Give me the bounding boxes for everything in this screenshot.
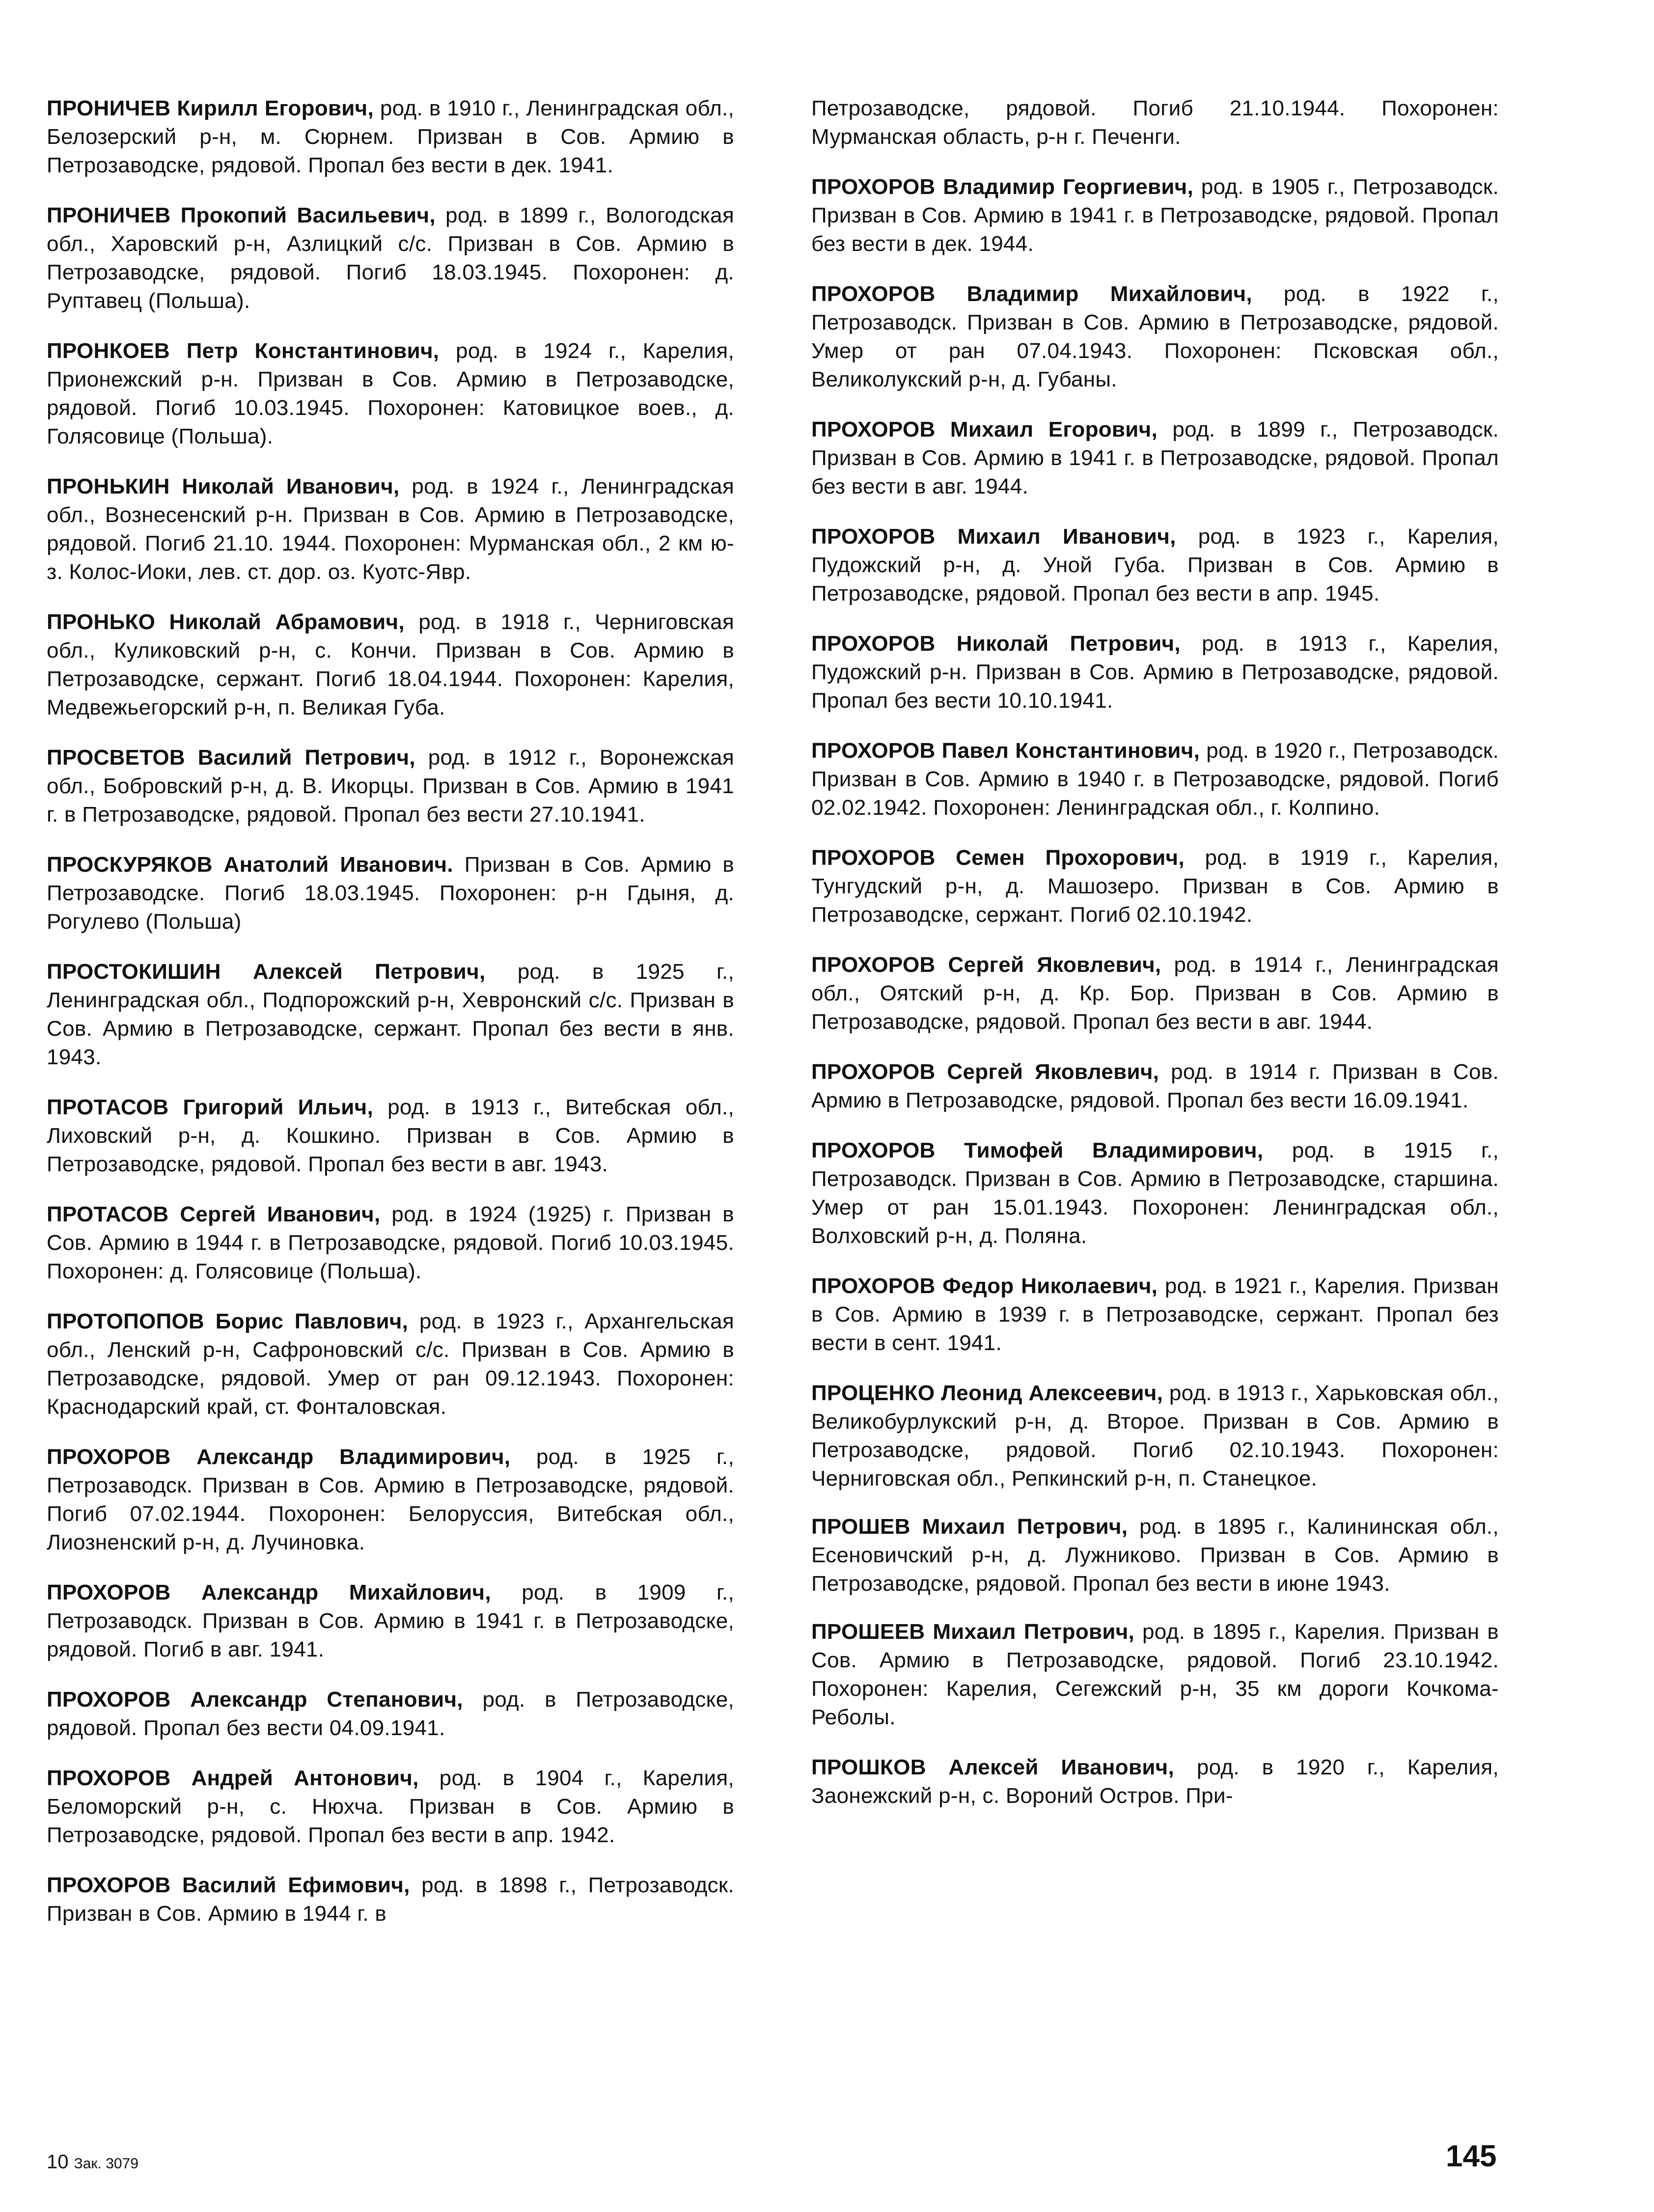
entry-name: ПРОСТОКИШИН Алексей Петрович, [47, 960, 486, 984]
entry-name: ПРОХОРОВ Николай Петрович, [811, 632, 1181, 656]
entry-text: род. в 1924 г., Ленинградская обл., Вознесенский р-н. Призван в Сов. Армию в Петрозаводске, рядовой. Погиб 21.10. 1944. Похоронен: Мурманская обл., 2 км ю-з. Колос-Иоки, лев. ст. дор. оз. Куотс-Явр. [47, 474, 734, 584]
entry-text: Призван в Сов. Армию в Петрозаводске. Погиб 18.03.1945. Похоронен: р-н Гдыня, д. Рогулево (Польша) [47, 853, 734, 934]
entry [47, 1578, 734, 1664]
entry-name: ПРОХОРОВ Сергей Яковлевич, [811, 1060, 1159, 1084]
entry-text: род. в 1910 г., Ленинградская обл., Белозерский р-н, м. Сюрнем. Призван в Сов. Армию в Петрозаводске, рядовой. Пропал без вести в дек. 1941. [47, 96, 734, 177]
entry [47, 472, 734, 586]
entry-text: род. в 1922 г., Петрозаводск. Призван в Сов. Армию в Петрозаводске, рядовой. Умер от ран 07.04.1943. Похоронен: Псковская обл., Великолукский р-н, д. Губаны. [811, 282, 1499, 391]
entry-text: род. в 1921 г., Карелия. Призван в Сов. Армию в 1939 г. в Петрозаводске, сержант. Пропал без вести в сент. 1941. [811, 1274, 1499, 1355]
entry-text: род. в 1924 (1925) г. Призван в Сов. Армию в 1944 г. в Петрозаводске, рядовой. Погиб 10.03.1945. Похоронен: д. Голясовице (Польша). [47, 1202, 734, 1283]
entry [811, 630, 1499, 715]
entry [47, 1093, 734, 1179]
entry-text: род. в 1914 г. Призван в Сов. Армию в Петрозаводске, рядовой. Пропал без вести 16.09.1941. [811, 1060, 1499, 1112]
entry [811, 1618, 1499, 1732]
entry-text: род. в 1913 г., Харьковская обл., Великобурлукский р-н, д. Второе. Призван в Сов. Армию в Петрозаводске, рядовой. Погиб 02.10.1943. Похоронен: Черниговская обл., Репкинский р-н, п. Станецкое. [811, 1381, 1499, 1491]
entry-name: ПРОНЬКО Николай Абрамович, [47, 610, 405, 634]
entry [811, 844, 1499, 929]
entry [47, 608, 734, 722]
entry [811, 1753, 1499, 1810]
right-column [811, 73, 1499, 1822]
entry-name: ПРОХОРОВ Павел Константинович, [811, 739, 1200, 763]
entry-text: род. в 1915 г., Петрозаводск. Призван в Сов. Армию в Петрозаводске, старшина. Умер от ран 15.01.1943. Похоронен: Ленинградская обл., Волховский р-н, д. Поляна. [811, 1138, 1499, 1248]
entry-text: род. в 1895 г., Калининская обл., Есеновичский р-н, д. Лужниково. Призван в Сов. Армию в Петрозаводске, рядовой. Пропал без вести в июне 1943. [811, 1515, 1499, 1596]
entry-name: ПРОШЕВ Михаил Петрович, [811, 1515, 1128, 1539]
entry-text: род. в 1925 г., Ленинградская обл., Подпорожский р-н, Хевронский с/с. Призван в Сов. Армию в Петрозаводске, сержант. Пропал без вести в янв. 1943. [47, 960, 734, 1069]
entry-name: ПРОХОРОВ Владимир Георгиевич, [811, 175, 1194, 199]
entry-text: род. в 1898 г., Петрозаводск. Призван в Сов. Армию в 1944 г. в [47, 1873, 734, 1926]
entry-text: род. в 1899 г., Вологодская обл., Харовский р-н, Азлицкий с/с. Призван в Сов. Армию в Петрозаводске, рядовой. Погиб 18.03.1945. Похоронен: д. Руптавец (Польша). [47, 203, 734, 313]
entry-name: ПРОТАСОВ Григорий Ильич, [47, 1095, 374, 1119]
entry [811, 94, 1499, 151]
entry [811, 1136, 1499, 1250]
entry-name: ПРОХОРОВ Сергей Яковлевич, [811, 953, 1161, 977]
entry-name: ПРОХОРОВ Михаил Иванович, [811, 525, 1176, 549]
entry-name: ПРОШКОВ Алексей Иванович, [811, 1755, 1175, 1779]
entry-text: род. в 1895 г., Карелия. Призван в Сов. Армию в Петрозаводске, рядовой. Погиб 23.10.1942. Похоронен: Карелия, Сегежский р-н, 35 км дороги Кочкома-Реболы. [811, 1620, 1499, 1729]
entry-text: род. в 1912 г., Воронежская обл., Бобровский р-н, д. В. Икорцы. Призван в Сов. Армию в 1941 г. в Петрозаводске, рядовой. Пропал без вести 27.10.1941. [47, 746, 734, 827]
entry-name: ПРОХОРОВ Владимир Михайлович, [811, 282, 1252, 306]
entry-name: ПРОЦЕНКО Леонид Алексеевич, [811, 1381, 1163, 1405]
entry-name: ПРОСВЕТОВ Василий Петрович, [47, 746, 415, 770]
entry [47, 1871, 734, 1928]
printer-signature [47, 2151, 138, 2173]
entry-text: род. в 1899 г., Петрозаводск. Призван в Сов. Армию в 1941 г. в Петрозаводске, рядовой. Пропал без вести в авг. 1944. [811, 417, 1499, 498]
entry-name: ПРОХОРОВ Александр Степанович, [47, 1687, 463, 1712]
entry [47, 744, 734, 829]
entry-name: ПРОХОРОВ Федор Николаевич, [811, 1274, 1158, 1298]
entry-text: род. в 1913 г., Карелия, Пудожский р-н. Призван в Сов. Армию в Петрозаводске, рядовой. Пропал без вести 10.10.1941. [811, 632, 1499, 713]
entry-name: ПРОНКОЕВ Петр Константинович, [47, 339, 440, 363]
entry [47, 94, 734, 180]
entry [811, 173, 1499, 258]
entry-text: род. в 1919 г., Карелия, Тунгудский р-н, д. Машозеро. Призван в Сов. Армию в Петрозаводске, сержант. Погиб 02.10.1942. [811, 846, 1499, 927]
entry-name: ПРОХОРОВ Александр Владимирович, [47, 1445, 511, 1469]
entry-name: ПРОХОРОВ Василий Ефимович, [47, 1873, 410, 1897]
entry-name: ПРОХОРОВ Тимофей Владимирович, [811, 1138, 1264, 1162]
entry-name: ПРОТАСОВ Сергей Иванович, [47, 1202, 381, 1226]
entry [811, 1513, 1499, 1598]
entry [47, 201, 734, 315]
entry [811, 415, 1499, 501]
entry-text: род. в 1920 г., Карелия, Заонежский р-н, с. Вороний Остров. При- [811, 1755, 1499, 1808]
page-number: 145 [1446, 2139, 1497, 2173]
entry-text: род. в Петрозаводске, рядовой. Пропал без вести 04.09.1941. [47, 1687, 734, 1740]
entry-name: ПРОХОРОВ Андрей Антонович, [47, 1766, 419, 1790]
entry [47, 851, 734, 936]
entry-text: род. в 1914 г., Ленинградская обл., Оятский р-н, д. Кр. Бор. Призван в Сов. Армию в Петрозаводске, рядовой. Пропал без вести в авг. 1944. [811, 953, 1499, 1034]
entry [811, 737, 1499, 822]
entry-name: ПРОНЬКИН Николай Иванович, [47, 474, 400, 498]
entry [811, 1058, 1499, 1115]
entry-text: род. в 1920 г., Петрозаводск. Призван в Сов. Армию в 1940 г. в Петрозаводске, рядовой. Погиб 02.02.1942. Похоронен: Ленинградская обл., г. Колпино. [811, 739, 1499, 820]
entry-name: ПРОНИЧЕВ Кирилл Егорович, [47, 96, 374, 120]
entry [47, 1686, 734, 1742]
entry-name: ПРОХОРОВ Семен Прохорович, [811, 846, 1185, 870]
entry-text: род. в 1909 г., Петрозаводск. Призван в Сов. Армию в 1941 г. в Петрозаводске, рядовой. Погиб в авг. 1941. [47, 1580, 734, 1661]
entry [47, 337, 734, 451]
entry [811, 1272, 1499, 1357]
entry-text: род. в 1923 г., Архангельская обл., Ленский р-н, Сафроновский с/с. Призван в Сов. Армию в Петрозаводске, рядовой. Умер от ран 09.12.1943. Похоронен: Краснодарский край, ст. Фонталовская. [47, 1309, 734, 1419]
entry-name: ПРОТОПОПОВ Борис Павлович, [47, 1309, 409, 1333]
entry-text: род. в 1918 г., Черниговская обл., Куликовский р-н, с. Кончи. Призван в Сов. Армию в Петрозаводске, сержант. Погиб 18.04.1944. Похоронен: Карелия, Медвежьегорский р-н, п. Великая Губа. [47, 610, 734, 719]
entry-name: ПРОХОРОВ Михаил Егорович, [811, 417, 1158, 442]
order-label: Зак. 3079 [74, 2156, 138, 2172]
entry-text: род. в 1924 г., Карелия, Прионежский р-н. Призван в Сов. Армию в Петрозаводске, рядовой. Погиб 10.03.1945. Похоронен: Катовицкое воев., д. Голясовице (Польша). [47, 339, 734, 448]
entry-text: род. в 1905 г., Петрозаводск. Призван в Сов. Армию в 1941 г. в Петрозаводске, рядовой. Пропал без вести в дек. 1944. [811, 175, 1499, 256]
entry [47, 1764, 734, 1850]
entry-text: род. в 1925 г., Петрозаводск. Призван в Сов. Армию в Петрозаводске, рядовой. Погиб 07.02.1944. Похоронен: Белоруссия, Витебская обл., Лиозненский р-н, д. Лучиновка. [47, 1445, 735, 1554]
entry-name: ПРОХОРОВ Александр Михайлович, [47, 1580, 491, 1604]
entry [811, 523, 1499, 608]
entry-name: ПРОНИЧЕВ Прокопий Васильевич, [47, 203, 436, 227]
entry-text: род. в 1923 г., Карелия, Пудожский р-н, д. Уной Губа. Призван в Сов. Армию в Петрозаводске, рядовой. Пропал без вести в апр. 1945. [811, 525, 1499, 606]
entry-text: род. в 1913 г., Витебская обл., Лиховский р-н, д. Кошкино. Призван в Сов. Армию в Петрозаводске, рядовой. Пропал без вести в авг. 1943. [47, 1095, 735, 1176]
entry [47, 1200, 734, 1286]
entry-text: Петрозаводске, рядовой. Погиб 21.10.1944. Похоронен: Мурманская область, р-н г. Печенги. [811, 96, 1499, 149]
entry-name: ПРОШЕЕВ Михаил Петрович, [811, 1620, 1135, 1644]
left-column [47, 73, 734, 1940]
entry [811, 280, 1499, 394]
entry [811, 951, 1499, 1036]
entry [47, 1307, 734, 1421]
entry-text: род. в 1904 г., Карелия, Беломорский р-н, с. Нюхча. Призван в Сов. Армию в Петрозаводске, рядовой. Пропал без вести в апр. 1942. [47, 1766, 734, 1847]
entry-name: ПРОСКУРЯКОВ Анатолий Иванович. [47, 853, 453, 877]
entry [811, 1379, 1499, 1493]
entry [47, 958, 734, 1072]
entry [47, 1443, 734, 1557]
signature-mark: 10 [47, 2151, 69, 2173]
